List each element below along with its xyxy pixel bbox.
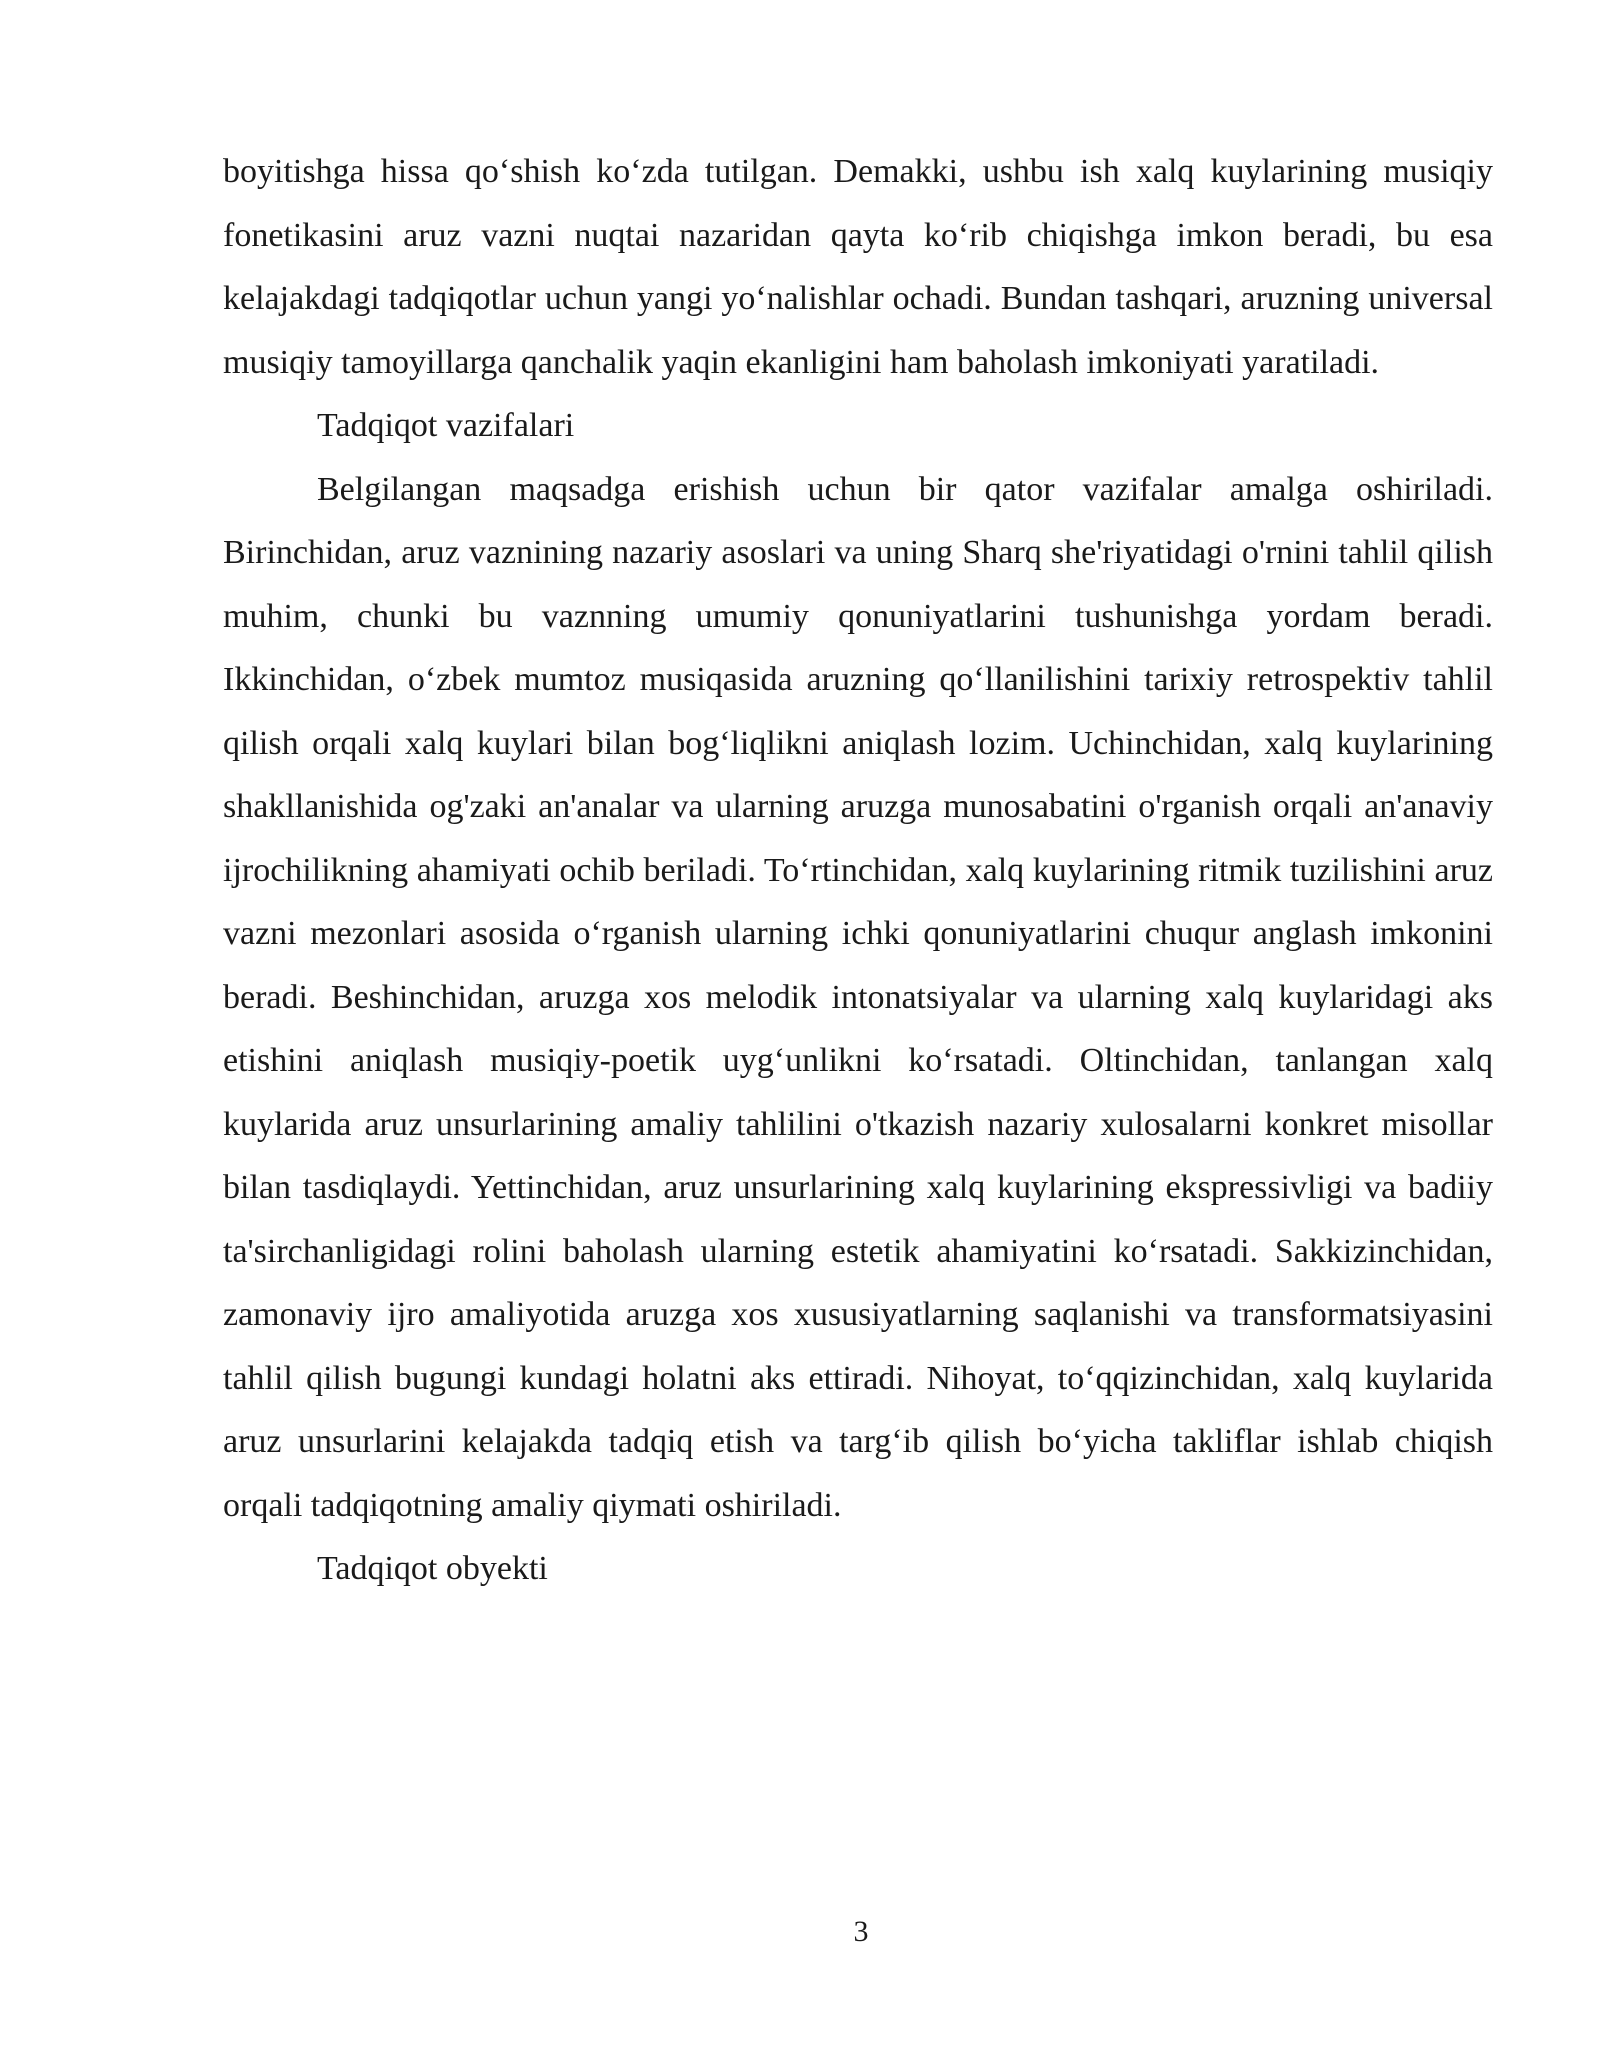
page-number: 3 (853, 1915, 869, 1948)
section-heading-object: Tadqiqot obyekti (317, 1550, 548, 1587)
paragraph-tasks: Belgilangan maqsadga erishish uchun bir qator vazifalar amalga oshiriladi. Birinchidan, aruz vaznining nazariy asoslari va uning Sharq she'riyatidagi o'rnini tahlil qilish muhim, chunki bu vaznning umumiy qonuniyatlarini tushunishga yordam beradi. Ikkinchidan, o‘zbek mumtoz musiqasida aruzning qo‘llanilishini tarixiy retrospektiv tahlil qilish orqali xalq kuylari bilan bog‘liqlikni aniqlash lozim. Uchinchidan, xalq kuylarining shakllanishida og'zaki an'analar va ularning aruzga munosabatini o'rganish orqali an'anaviy ijrochilikning ahamiyati ochib beriladi. To‘rtinchidan, xalq kuylarining ritmik tuzilishini aruz vazni mezonlari asosida o‘rganish ularning ichki qonuniyatlarini chuqur anglash imkonini beradi. Beshinchidan, aruzga xos melodik intonatsiyalar va ularning xalq kuylaridagi aks etishini aniqlash musiqiy-poetik uyg‘unlikni ko‘rsatadi. Oltinchidan, tanlangan xalq kuylarida aruz unsurlarining amaliy tahlilini o'tkazish nazariy xulosalarni konkret misollar bilan tasdiqlaydi. Yettinchidan, aruz unsurlarining xalq kuylarining ekspressivligi va badiiy ta'sirchanligidagi rolini baholash ularning estetik ahamiyatini ko‘rsatadi. Sakkizinchidan, zamonaviy ijro amaliyotida aruzga xos xususiyatlarning saqlanishi va transformatsiyasini tahlil qilish bugungi kundagi holatni aks ettiradi. Nihoyat, to‘qqizinchidan, xalq kuylarida aruz unsurlarini kelajakda tadqiq etish va targ‘ib qilish bo‘yicha takliflar ishlab chiqish orqali tadqiqotning amaliy qiymati oshiriladi. (223, 470, 1493, 1524)
paragraph-continuation: boyitishga hissa qo‘shish ko‘zda tutilgan. Demakki, ushbu ish xalq kuylarining musiqiy fonetikasini aruz vazni nuqtai nazaridan qayta ko‘rib chiqishga imkon beradi, bu esa kelajakdagi tadqiqotlar uchun yangi yo‘nalishlar ochadi. Bundan tashqari, aruzning universal musiqiy tamoyillarga qanchalik yaqin ekanligini ham baholash imkoniyati yaratiladi. (223, 153, 1493, 381)
section-heading-tasks: Tadqiqot vazifalari (317, 407, 575, 444)
body-text (223, 140, 1493, 1601)
